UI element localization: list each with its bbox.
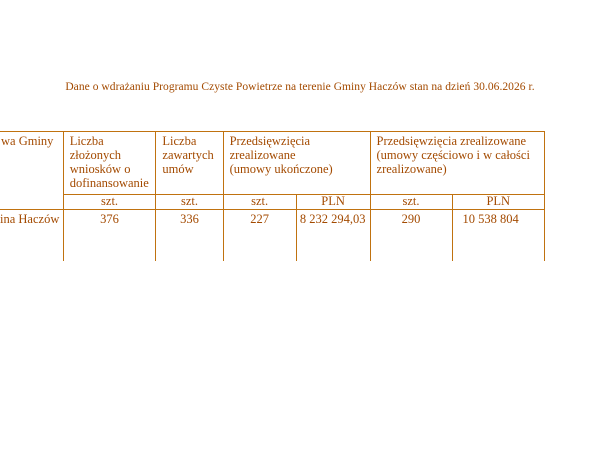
cell-zrealizowane-szt: 290 — [370, 210, 452, 262]
unit-cell: PLN — [296, 195, 370, 210]
unit-cell: szt. — [223, 195, 296, 210]
unit-cell: PLN — [452, 195, 545, 210]
table-row — [0, 210, 545, 262]
table-viewport — [0, 131, 600, 261]
cell-gmina: ina Haczów — [0, 210, 63, 262]
cell-wnioski: 376 — [63, 210, 156, 262]
cell-umowy: 336 — [156, 210, 223, 262]
unit-row — [0, 195, 545, 210]
cell-ukonczone-pln: 8 232 294,03 — [296, 210, 370, 262]
page-title: Dane o wdrażaniu Programu Czyste Powietrze na terenie Gminy Haczów stan na dzień 30.06.2026 r. — [65, 81, 535, 93]
unit-cell: szt. — [370, 195, 452, 210]
cell-ukonczone-szt: 227 — [223, 210, 296, 262]
header-liczba-umow: Liczba zawartych umów — [156, 132, 223, 195]
header-umowy-ukonczone: Przedsięwzięcia zrealizowane (umowy ukończone) — [223, 132, 370, 195]
header-gmina: wa Gminy — [0, 132, 63, 210]
unit-cell: szt. — [156, 195, 223, 210]
unit-cell: szt. — [63, 195, 156, 210]
header-row — [0, 132, 545, 195]
header-liczba-wnioskow: Liczba złożonych wniosków o dofinansowanie — [63, 132, 156, 195]
cell-zrealizowane-pln: 10 538 804 — [452, 210, 545, 262]
data-table — [0, 131, 545, 261]
header-zrealizowane: Przedsięwzięcia zrealizowane (umowy częściowo i w całości zrealizowane) — [370, 132, 544, 195]
